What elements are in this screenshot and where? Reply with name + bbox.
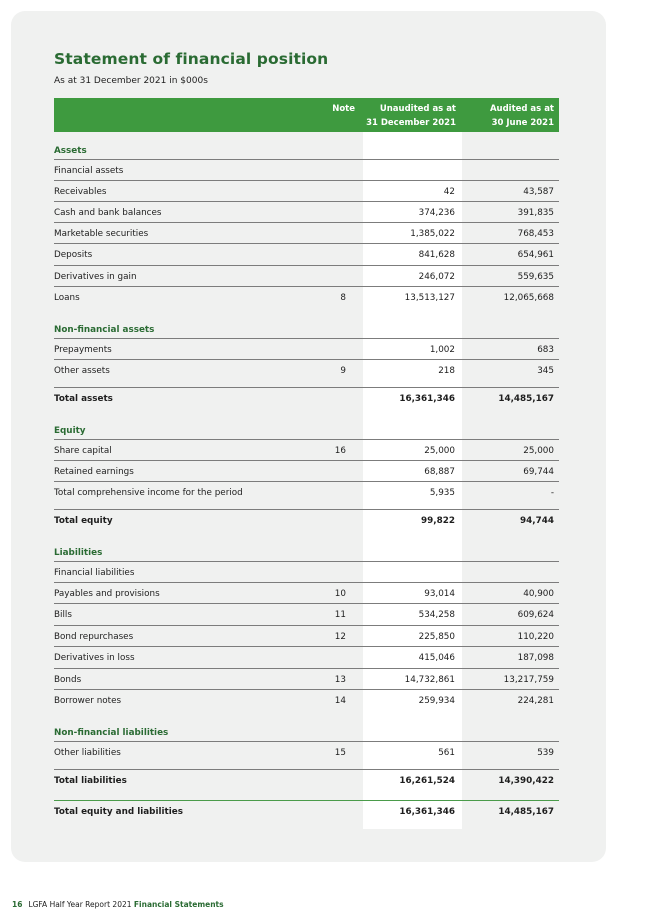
row-label: Derivatives in gain <box>54 272 137 282</box>
footer-section: Financial Statements <box>133 900 224 909</box>
row-label: Derivatives in loss <box>54 653 135 663</box>
column-header-unaudited <box>356 102 456 130</box>
row-label: Bonds <box>54 675 82 685</box>
page-title: Statement of financial position <box>54 50 329 68</box>
table-row <box>54 338 559 359</box>
table-row <box>54 689 559 710</box>
unaudited-value: 561 <box>438 748 455 758</box>
audited-value: 110,220 <box>517 632 554 642</box>
note-cell: 9 <box>340 366 346 376</box>
audited-value: 14,485,167 <box>498 807 554 817</box>
table-header <box>54 98 559 132</box>
column-header-audited-line2: 30 June 2021 <box>491 118 554 128</box>
unaudited-value: 68,887 <box>424 467 455 477</box>
table-row <box>54 603 559 624</box>
row-label: Financial assets <box>54 166 124 176</box>
table-row <box>54 286 559 307</box>
audited-value: 69,744 <box>523 467 554 477</box>
unaudited-value: 218 <box>438 366 455 376</box>
row-label: Loans <box>54 293 80 303</box>
audited-value: 14,485,167 <box>498 394 554 404</box>
table-row <box>54 180 559 201</box>
row-label: Non-financial liabilities <box>54 728 169 738</box>
row-label: Liabilities <box>54 548 103 558</box>
total-row <box>54 769 559 790</box>
table-row <box>54 668 559 689</box>
row-label: Marketable securities <box>54 229 149 239</box>
audited-value: 12,065,668 <box>503 293 554 303</box>
report-name: LGFA Half Year Report 2021 <box>28 900 132 909</box>
audited-value: 683 <box>537 345 554 355</box>
table-row <box>54 582 559 603</box>
table-row <box>54 243 559 264</box>
note-cell: 11 <box>334 610 346 620</box>
row-label: Total liabilities <box>54 776 127 786</box>
audited-value: 40,900 <box>523 589 554 599</box>
page-footer <box>12 900 224 909</box>
unaudited-value: 16,261,524 <box>399 776 455 786</box>
row-label: Other assets <box>54 366 110 376</box>
unaudited-value: 374,236 <box>418 208 455 218</box>
column-header-audited-line1: Audited as at <box>489 104 554 114</box>
row-label: Cash and bank balances <box>54 208 162 218</box>
audited-value: 25,000 <box>523 446 554 456</box>
row-label: Total comprehensive income for the period <box>54 488 243 498</box>
unaudited-value: 1,385,022 <box>410 229 455 239</box>
unaudited-value: 1,002 <box>429 345 455 355</box>
row-label: Bond repurchases <box>54 632 134 642</box>
column-header-audited <box>459 102 554 130</box>
audited-value: 391,835 <box>517 208 554 218</box>
audited-value: - <box>550 488 554 498</box>
unaudited-value: 841,628 <box>418 250 455 260</box>
column-header-unaudited-line2: 31 December 2021 <box>366 118 456 128</box>
table-row <box>54 460 559 481</box>
row-label: Retained earnings <box>54 467 134 477</box>
audited-value: 14,390,422 <box>498 776 554 786</box>
section-heading-row <box>54 418 559 438</box>
audited-value: 224,281 <box>517 696 554 706</box>
table-row <box>54 201 559 222</box>
unaudited-value: 42 <box>443 187 455 197</box>
column-header-note: Note <box>332 104 355 114</box>
note-cell: 14 <box>334 696 346 706</box>
audited-value: 13,217,759 <box>503 675 554 685</box>
table-row <box>54 159 559 180</box>
unaudited-value: 13,513,127 <box>404 293 455 303</box>
unaudited-value: 534,258 <box>418 610 455 620</box>
unaudited-value: 14,732,861 <box>404 675 455 685</box>
row-label: Payables and provisions <box>54 589 160 599</box>
audited-value: 187,098 <box>517 653 554 663</box>
audited-value: 768,453 <box>517 229 554 239</box>
row-label: Share capital <box>54 446 112 456</box>
table-row <box>54 359 559 380</box>
unaudited-value: 93,014 <box>424 589 455 599</box>
audited-value: 654,961 <box>517 250 554 260</box>
audited-value: 559,635 <box>517 272 554 282</box>
total-row <box>54 387 559 408</box>
row-label: Deposits <box>54 250 93 260</box>
table-row <box>54 222 559 243</box>
column-header-unaudited-line1: Unaudited as at <box>379 104 456 114</box>
section-heading-row <box>54 138 559 158</box>
row-label: Assets <box>54 146 87 156</box>
unaudited-value: 99,822 <box>421 516 455 526</box>
row-label: Receivables <box>54 187 107 197</box>
section-heading-row <box>54 317 559 337</box>
audited-value: 609,624 <box>517 610 554 620</box>
audited-value: 539 <box>537 748 554 758</box>
row-label: Total equity and liabilities <box>54 807 183 817</box>
table-row <box>54 646 559 667</box>
row-label: Other liabilities <box>54 748 121 758</box>
row-label: Equity <box>54 426 86 436</box>
note-cell: 8 <box>340 293 346 303</box>
audited-value: 43,587 <box>523 187 554 197</box>
unaudited-value: 25,000 <box>424 446 455 456</box>
note-cell: 12 <box>334 632 346 642</box>
row-label: Bills <box>54 610 72 620</box>
audited-value: 345 <box>537 366 554 376</box>
total-row <box>54 509 559 530</box>
unaudited-value: 415,046 <box>418 653 455 663</box>
unaudited-value: 225,850 <box>418 632 455 642</box>
page-number: 16 <box>12 900 23 909</box>
section-heading-row <box>54 720 559 740</box>
row-label: Non-financial assets <box>54 325 155 335</box>
table-row <box>54 561 559 582</box>
note-cell: 13 <box>334 675 346 685</box>
table-row <box>54 625 559 646</box>
row-label: Prepayments <box>54 345 112 355</box>
row-label: Financial liabilities <box>54 568 135 578</box>
section-heading-row <box>54 540 559 560</box>
row-label: Total equity <box>54 516 113 526</box>
unaudited-value: 16,361,346 <box>399 807 455 817</box>
page-subtitle: As at 31 December 2021 in $000s <box>54 76 208 86</box>
note-cell: 10 <box>334 589 346 599</box>
audited-value: 94,744 <box>520 516 554 526</box>
total-row <box>54 800 559 821</box>
unaudited-value: 246,072 <box>418 272 455 282</box>
row-label: Borrower notes <box>54 696 122 706</box>
unaudited-value: 259,934 <box>418 696 455 706</box>
unaudited-value: 5,935 <box>429 488 455 498</box>
table-row <box>54 439 559 460</box>
table-row <box>54 265 559 286</box>
note-cell: 15 <box>334 748 346 758</box>
table-row <box>54 741 559 762</box>
row-label: Total assets <box>54 394 113 404</box>
note-cell: 16 <box>334 446 346 456</box>
table-row <box>54 481 559 502</box>
unaudited-value: 16,361,346 <box>399 394 455 404</box>
